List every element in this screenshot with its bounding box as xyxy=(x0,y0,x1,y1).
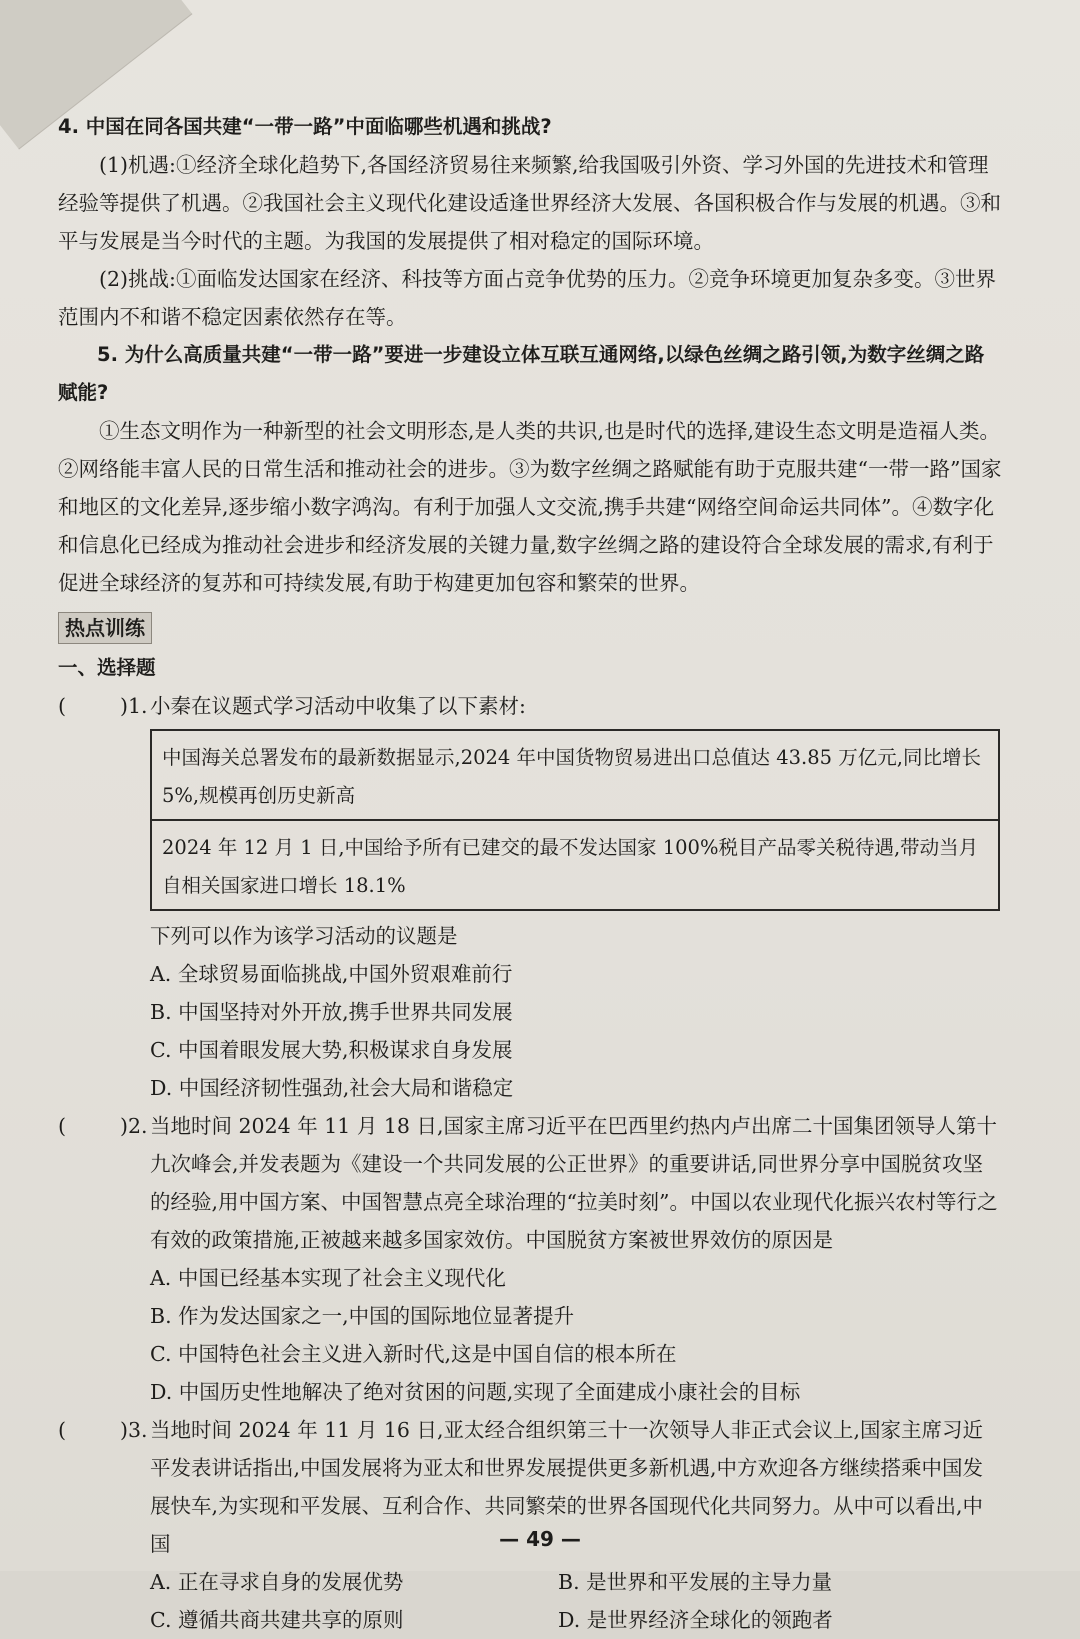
material-2: 2024 年 12 月 1 日,中国给予所有已建交的最不发达国家 100%税目产品零关税待遇,带动当月自相关国家进口增长 18.1% xyxy=(152,819,998,909)
question-5-title: 5. 为什么高质量共建“一带一路”要进一步建设立体互联互通网络,以绿色丝绸之路引领,为数字丝绸之路赋能? xyxy=(58,343,985,404)
mc-question-2 xyxy=(58,1107,1003,1259)
question-4-opportunity: (1)机遇:①经济全球化趋势下,各国经济贸易往来频繁,给我国吸引外资、学习外国的先进技术和管理经验等提供了机遇。②我国社会主义现代化建设适逢世界经济大发展、各国积极合作与发展的机遇。③和平与发展是当今时代的主题。为我国的发展提供了相对稳定的国际环境。 xyxy=(58,153,1001,253)
option-3d: D. 是世界经济全球化的领跑者 xyxy=(558,1608,833,1632)
question-4-title: 4. 中国在同各国共建“一带一路”中面临哪些机遇和挑战? xyxy=(58,115,552,138)
answer-bracket-close-num: )2. xyxy=(120,1114,148,1138)
option-1a: A. 全球贸易面临挑战,中国外贸艰难前行 xyxy=(150,962,513,986)
material-1: 中国海关总署发布的最新数据显示,2024 年中国货物贸易进出口总值达 43.85 万亿元,同比增长 5%,规模再创历史新高 xyxy=(162,746,981,807)
answer-bracket-close-num: )1. xyxy=(120,694,148,718)
answer-bracket-open: ( xyxy=(58,1114,66,1138)
option-2a: A. 中国已经基本实现了社会主义现代化 xyxy=(150,1266,506,1290)
option-2d: D. 中国历史性地解决了绝对贫困的问题,实现了全面建成小康社会的目标 xyxy=(150,1380,801,1404)
options-3-row-2 xyxy=(58,1601,1003,1639)
question-3-stem: 当地时间 2024 年 11 月 16 日,亚太经合组织第三十一次领导人非正式会议上,国家主席习近平发表讲话指出,中国发展将为亚太和世界发展提供更多新机遇,中方欢迎各方继续搭乘中国发展快车,为实现和平发展、互利合作、共同繁荣的世界各国现代化共同努力。从中可以看出,中国 xyxy=(150,1418,984,1556)
option-3b: B. 是世界和平发展的主导力量 xyxy=(558,1570,833,1594)
question-1-prompt: 下列可以作为该学习活动的议题是 xyxy=(150,924,458,948)
option-1b: B. 中国坚持对外开放,携手世界共同发展 xyxy=(150,1000,513,1024)
page-content xyxy=(58,108,1003,1639)
page-number: — 49 — xyxy=(499,1527,581,1551)
options-3-row-1 xyxy=(58,1563,1003,1601)
option-2c: C. 中国特色社会主义进入新时代,这是中国自信的根本所在 xyxy=(150,1342,677,1366)
option-1c: C. 中国着眼发展大势,积极谋求自身发展 xyxy=(150,1038,513,1062)
option-2b: B. 作为发达国家之一,中国的国际地位显著提升 xyxy=(150,1304,575,1328)
option-3c: C. 遵循共商共建共享的原则 xyxy=(150,1608,404,1632)
option-1d: D. 中国经济韧性强劲,社会大局和谐稳定 xyxy=(150,1076,514,1100)
hot-training-label: 热点训练 xyxy=(58,612,152,644)
option-3a: A. 正在寻求自身的发展优势 xyxy=(150,1570,404,1594)
mc-question-1 xyxy=(58,687,1003,725)
answer-bracket-open: ( xyxy=(58,1418,66,1442)
section-choice-label: 一、选择题 xyxy=(58,656,156,679)
question-2-stem: 当地时间 2024 年 11 月 18 日,国家主席习近平在巴西里约热内卢出席二十国集团领导人第十九次峰会,并发表题为《建设一个共同发展的公正世界》的重要讲话,同世界分享中国脱贫攻坚的经验,用中国方案、中国智慧点亮全球治理的“拉美时刻”。中国以农业现代化振兴农村等行之有效的政策措施,正被越来越多国家效仿。中国脱贫方案被世界效仿的原因是 xyxy=(150,1114,998,1252)
question-4-challenge: (2)挑战:①面临发达国家在经济、科技等方面占竞争优势的压力。②竞争环境更加复杂多变。③世界范围内不和谐不稳定因素依然存在等。 xyxy=(58,267,996,329)
question-1-stem: 小秦在议题式学习活动中收集了以下素材: xyxy=(150,694,526,718)
material-box xyxy=(150,729,1000,911)
answer-bracket-close-num: )3. xyxy=(120,1418,148,1442)
answer-bracket-open: ( xyxy=(58,694,66,718)
question-5-answer: ①生态文明作为一种新型的社会文明形态,是人类的共识,也是时代的选择,建设生态文明是造福人类。②网络能丰富人民的日常生活和推动社会的进步。③为数字丝绸之路赋能有助于克服共建“一带一路”国家和地区的文化差异,逐步缩小数字鸿沟。有利于加强人文交流,携手共建“网络空间命运共同体”。④数字化和信息化已经成为推动社会进步和经济发展的关键力量,数字丝绸之路的建设符合全球发展的需求,有利于促进全球经济的复苏和可持续发展,有助于构建更加包容和繁荣的世界。 xyxy=(58,419,1002,595)
